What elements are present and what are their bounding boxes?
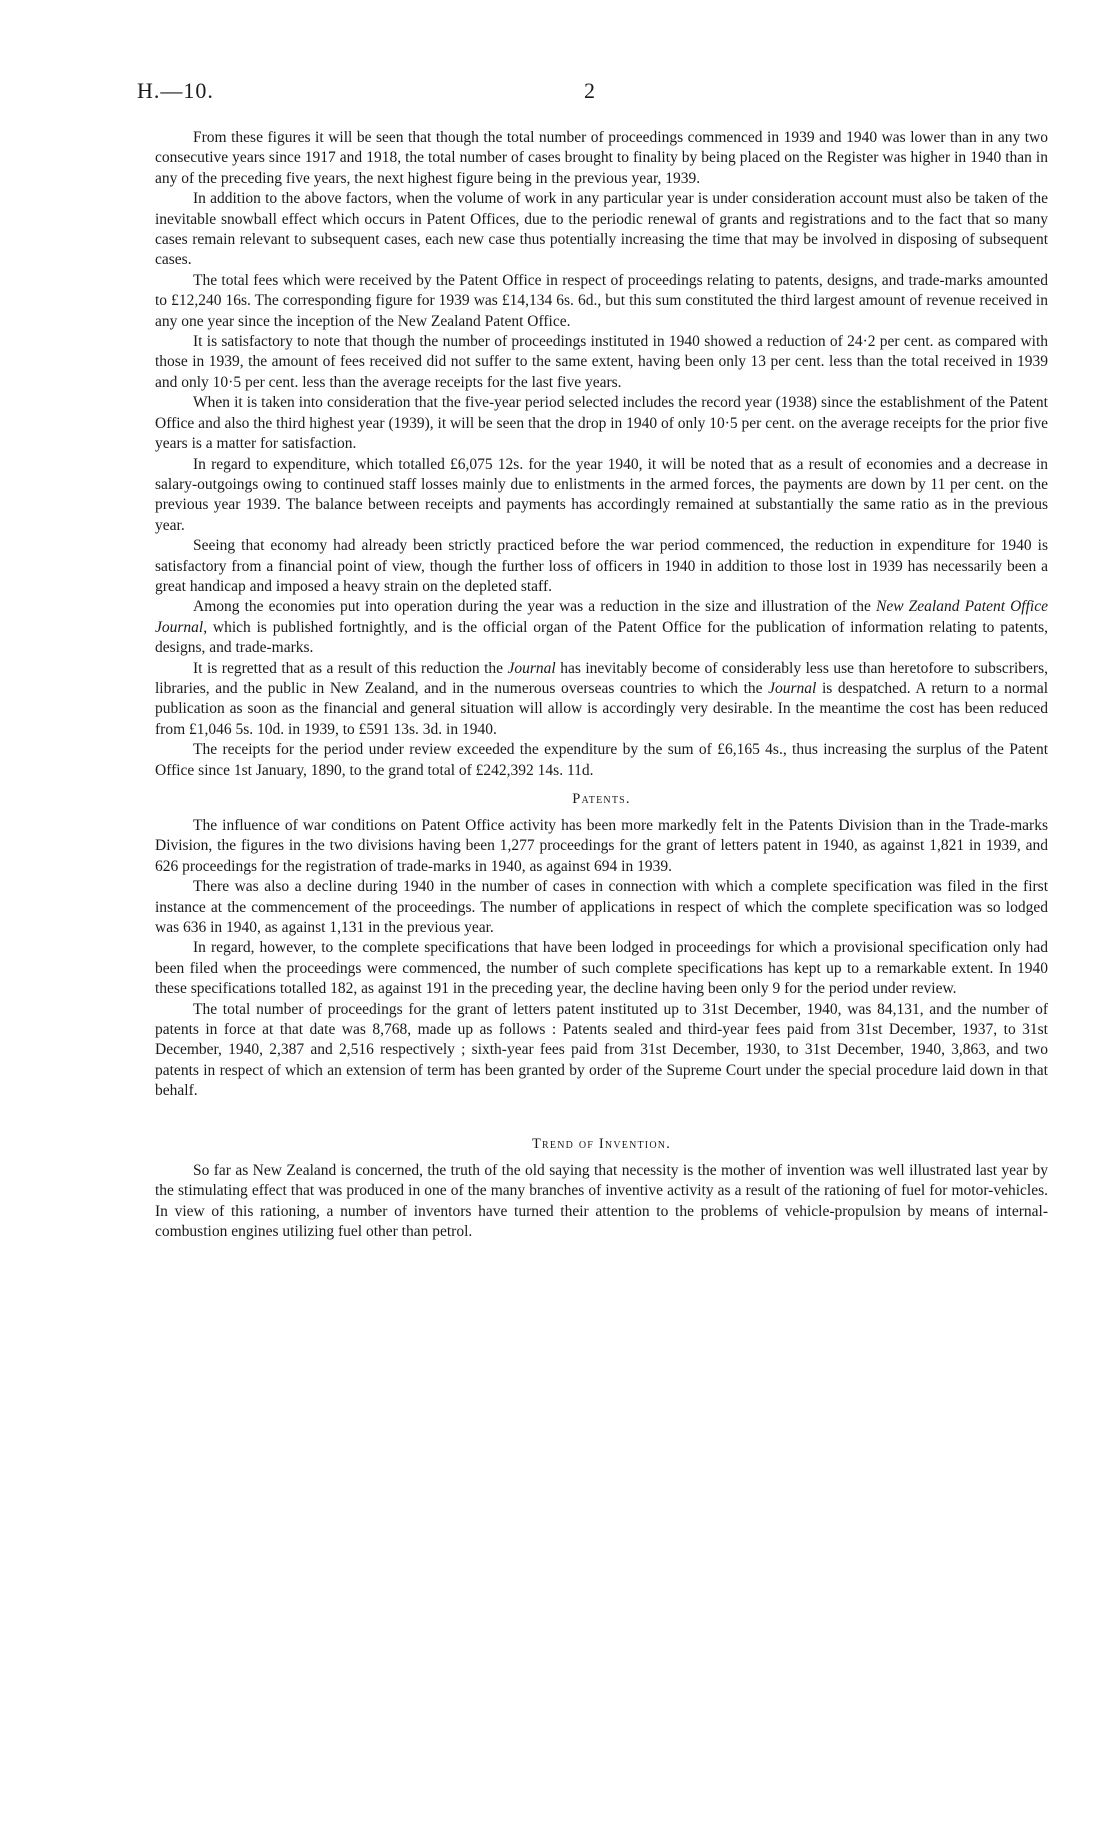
text-run: Among the economies put into operation during the year was a reduction in the size and illustration of the	[193, 598, 877, 616]
paragraph: When it is taken into consideration that the five-year period selected includes the record year (1938) since the establishment of the Patent Office and also the third highest year (1939), it will be seen that the drop in 1940 of only 10·5 per cent. on the average receipts for the prior five years is a matter for satisfaction.	[155, 394, 1048, 453]
paragraph-journal-economies	[155, 597, 1048, 658]
text-run: It is regretted that as a result of this reduction the	[193, 659, 508, 677]
paragraph: The influence of war conditions on Patent Office activity has been more markedly felt in the Patents Division than in the Trade-marks Division, the figures in the two divisions having been 1,277 proceedings for the grant of letters patent in 1940, as against 1,821 in 1939, and 626 proceedings for the registration of trade-marks in 1940, as against 694 in 1939.	[155, 817, 1048, 875]
document-body	[155, 128, 1048, 1242]
paragraph: In regard to expenditure, which totalled £6,075 12s. for the year 1940, it will be noted that as a result of economies and a decrease in salary-outgoings owing to continued staff losses mainly due to enlistments in the armed forces, the payments are down by 11 per cent. on the previous year 1939. The balance between receipts and payments has accordingly remained at substantially the same ratio as in the previous year.	[155, 455, 1048, 534]
document-reference: H.—10.	[137, 78, 214, 103]
paragraph: The receipts for the period under review exceeded the expenditure by the sum of £6,165 4s., thus increasing the surplus of the Patent Office since 1st January, 1890, to the grand total of £242,392 14s. 11d.	[155, 741, 1048, 779]
paragraph: The total fees which were received by the Patent Office in respect of proceedings relating to patents, designs, and trade-marks amounted to £12,240 16s. The corresponding figure for 1939 was £14,134 6s. 6d., but this sum constituted the third largest amount of revenue received in any one year since the inception of the New Zealand Patent Office.	[155, 271, 1048, 330]
journal-name: Journal	[768, 679, 817, 697]
text-run: , which is published fortnightly, and is the official organ of the Patent Office for the publication of information relating to patents, designs, and trade-marks.	[155, 618, 1048, 657]
text-run: has inevitably become of considerably less use than heretofore to subscribers, libraries, and the public in New Zealand, and in the numerous overseas countries to which the	[155, 659, 1048, 697]
paragraph: Seeing that economy had already been strictly practiced before the war period commenced, the reduction in expenditure for 1940 is satisfactory from a financial point of view, though the further loss of officers in 1940 in addition to those lost in 1939 has necessarily been a great handicap and imposed a heavy strain on the depleted staff.	[155, 537, 1048, 595]
paragraph: In addition to the above factors, when the volume of work in any particular year is under consideration account must also be taken of the inevitable snowball effect which occurs in Patent Offices, due to the periodic renewal of grants and registrations and to the fact that so many cases remain relevant to subsequent cases, each new case thus potentially increasing the time that may be involved in disposing of subsequent cases.	[155, 190, 1048, 269]
paragraph: From these figures it will be seen that though the total number of proceedings commenced in 1939 and 1940 was lower than in any two consecutive years since 1917 and 1918, the total number of cases brought to finality by being placed on the Register was higher in 1940 than in any of the preceding five years, the next highest figure being in the previous year, 1939.	[155, 129, 1048, 187]
paragraph: The total number of proceedings for the grant of letters patent instituted up to 31st December, 1940, was 84,131, and the number of patents in force at that date was 8,768, made up as follows : Patents sealed and third-year fees paid from 31st December, 1937, to 31st December, 1940, 2,387 and 2,516 respectively ; sixth-year fees paid from 31st December, 1930, to 31st December, 1940, 3,863, and two patents in respect of which an extension of term has been granted by order of the Supreme Court under the special procedure laid down in that behalf.	[155, 1000, 1048, 1100]
section-heading-patents: Patents.	[572, 791, 631, 807]
journal-name: Journal	[507, 659, 556, 677]
section-heading-trend-of-invention: Trend of Invention.	[531, 1135, 672, 1152]
paragraph: There was also a decline during 1940 in the number of cases in connection with which a complete specification was filed in the first instance at the commencement of the proceedings. The number of applications in respect of which the complete specification was so lodged was 636 in 1940, as against 1,131 in the previous year.	[155, 878, 1048, 937]
document-page	[137, 78, 1049, 1242]
page-number: 2	[584, 78, 595, 103]
paragraph: In regard, however, to the complete specifications that have been lodged in proceedings for which a provisional specification only had been filed when the proceedings were commenced, the number of such complete specifications has kept up to a remarkable extent. In 1940 these specifications totalled 182, as against 191 in the preceding year, the decline having been only 9 for the period under review.	[155, 939, 1048, 998]
paragraph: It is satisfactory to note that though the number of proceedings instituted in 1940 showed a reduction of 24·2 per cent. as compared with those in 1939, the amount of fees received did not suffer to the same extent, having been only 13 per cent. less than the total received in 1939 and only 10·5 per cent. less than the average receipts for the last five years.	[155, 333, 1048, 391]
text-run: is despatched. A return to a normal publication as soon as the financial and general situation will allow is accordingly very desirable. In the meantime the cost has been reduced from £1,046 5s. 10d. in 1939, to £591 13s. 3d. in 1940.	[155, 679, 1049, 738]
page-header	[137, 78, 1048, 112]
paragraph-journal-regret	[155, 659, 1048, 741]
journal-title: New Zealand Patent Office Journal	[155, 598, 1048, 636]
paragraph: So far as New Zealand is concerned, the truth of the old saying that necessity is the mother of invention was well illustrated last year by the stimulating effect that was produced in one of the many branches of inventive activity as a result of the rationing of fuel for motor-vehicles. In view of this rationing, a number of inventors have turned their attention to the problems of vehicle-propulsion by means of internal-combustion engines utilizing fuel other than petrol.	[155, 1161, 1048, 1240]
